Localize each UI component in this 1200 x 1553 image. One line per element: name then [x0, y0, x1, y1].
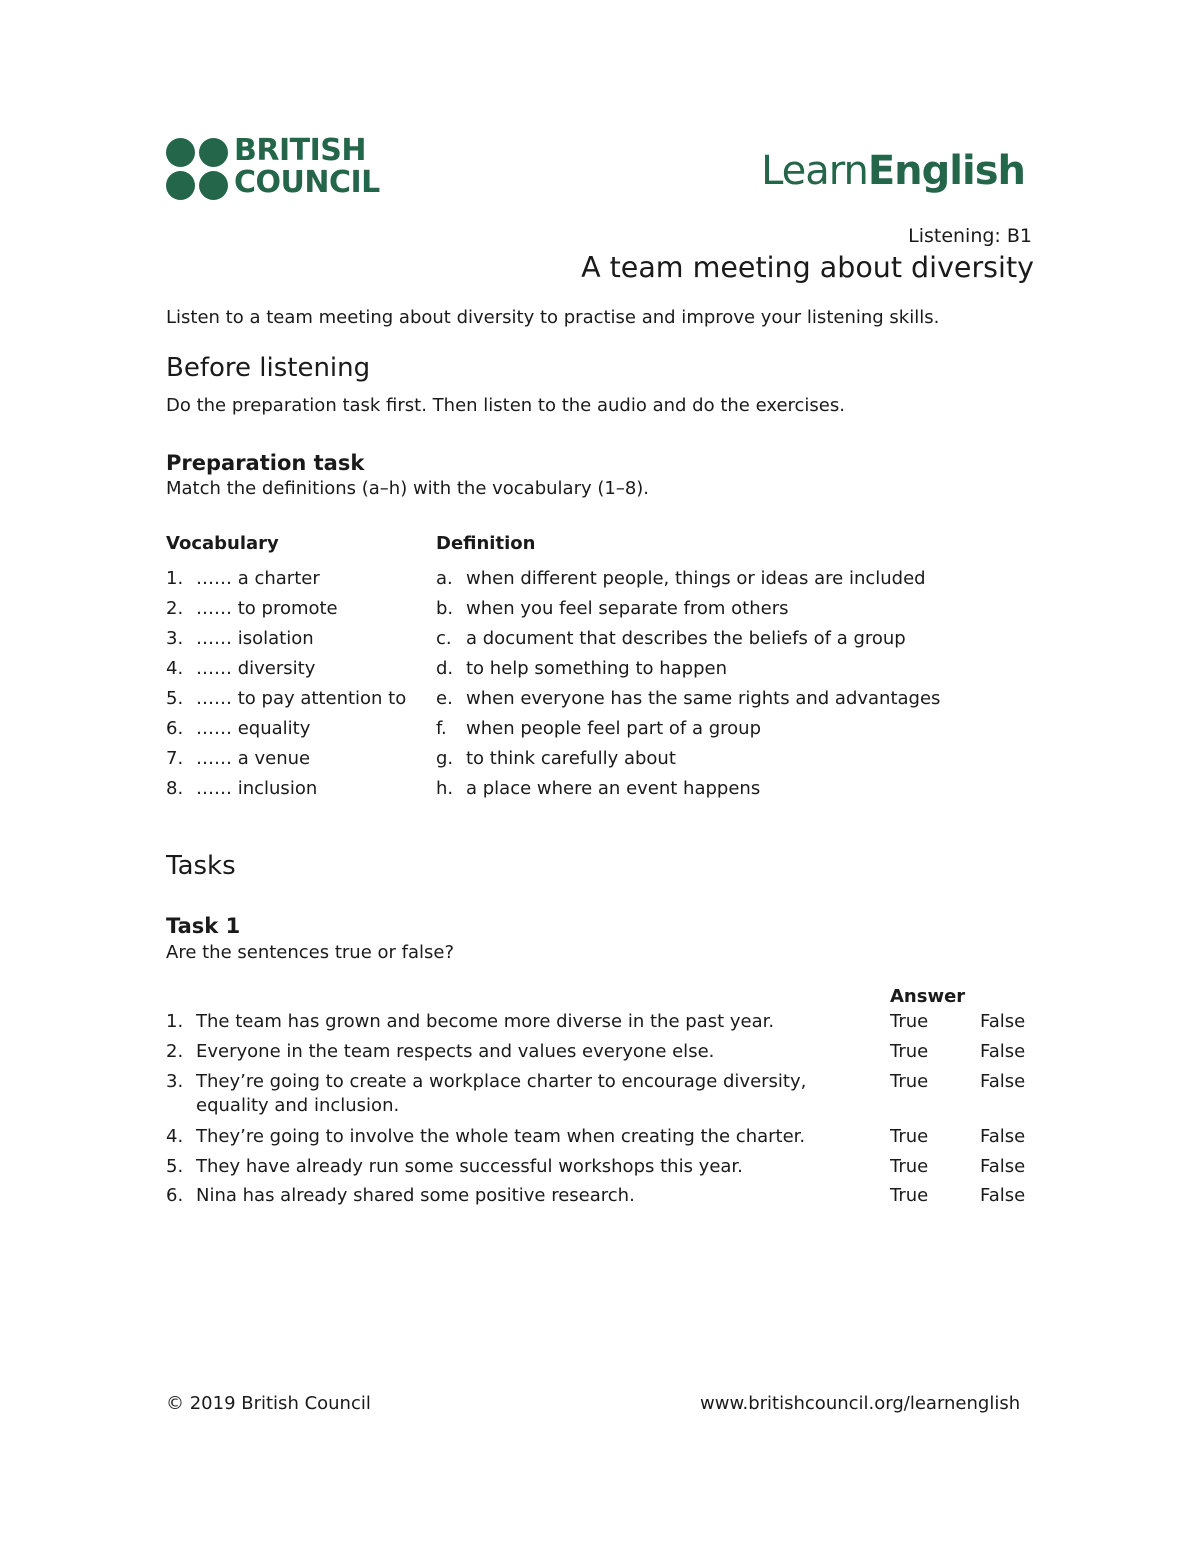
- answer-column-header: Answer: [890, 986, 966, 1007]
- website-link[interactable]: www.britishcouncil.org/learnenglish: [700, 1393, 1021, 1414]
- true-option[interactable]: True: [890, 1071, 929, 1092]
- true-option[interactable]: True: [890, 1041, 929, 1062]
- vocabulary-item: 3. …… isolation: [166, 628, 314, 649]
- statement-text: Nina has already shared some positive research.: [196, 1185, 635, 1206]
- definition-item: e. when everyone has the same rights and advantages: [436, 688, 941, 709]
- vocabulary-list: [166, 567, 426, 807]
- true-option[interactable]: True: [890, 1185, 929, 1206]
- definition-item: g. to think carefully about: [436, 748, 676, 769]
- intro-text: Listen to a team meeting about diversity to practise and improve your listening skills.: [166, 307, 940, 328]
- vocabulary-item: 6. …… equality: [166, 718, 311, 739]
- page-title: A team meeting about diversity: [581, 251, 1034, 284]
- true-option[interactable]: True: [890, 1011, 929, 1032]
- preparation-task-heading: Preparation task: [166, 451, 365, 475]
- task1-instruction: Are the sentences true or false?: [166, 942, 455, 963]
- task1-heading: Task 1: [166, 914, 241, 938]
- definition-item: d. to help something to happen: [436, 658, 728, 679]
- copyright-text: © 2019 British Council: [166, 1393, 371, 1414]
- statement-text: They have already run some successful workshops this year.: [196, 1156, 743, 1177]
- statement-text: They’re going to involve the whole team when creating the charter.: [196, 1126, 806, 1147]
- preparation-task-instruction: Match the definitions (a–h) with the vocabulary (1–8).: [166, 478, 650, 499]
- statement-text: They’re going to create a workplace charter to encourage diversity, equality and inclusion.: [196, 1071, 807, 1116]
- definition-column-header: Definition: [436, 533, 536, 554]
- level-label: Listening: B1: [908, 225, 1032, 247]
- definition-item: c. a document that describes the beliefs of a group: [436, 628, 906, 649]
- false-option[interactable]: False: [980, 1011, 1026, 1032]
- british-council-logo: [166, 133, 381, 200]
- statement-text: Everyone in the team respects and values everyone else.: [196, 1041, 715, 1062]
- vocabulary-column-header: Vocabulary: [166, 533, 279, 554]
- false-option[interactable]: False: [980, 1041, 1026, 1062]
- false-option[interactable]: False: [980, 1185, 1026, 1206]
- definition-item: h. a place where an event happens: [436, 778, 761, 799]
- vocabulary-item: 4. …… diversity: [166, 658, 316, 679]
- before-listening-heading: Before listening: [166, 353, 371, 383]
- definition-item: f. when people feel part of a group: [436, 718, 762, 739]
- true-option[interactable]: True: [890, 1156, 929, 1177]
- definition-item: a. when different people, things or ideas are included: [436, 568, 926, 589]
- before-listening-text: Do the preparation task first. Then listen to the audio and do the exercises.: [166, 395, 845, 416]
- statement-text: The team has grown and become more diverse in the past year.: [196, 1011, 775, 1032]
- vocabulary-item: 8. …… inclusion: [166, 778, 318, 799]
- vocabulary-item: 5. …… to pay attention to: [166, 688, 407, 709]
- vocabulary-item: 2. …… to promote: [166, 598, 338, 619]
- false-option[interactable]: False: [980, 1156, 1026, 1177]
- learnenglish-logo: LearnEnglish: [761, 148, 1025, 194]
- british-council-wordmark: BRITISH COUNCIL: [234, 133, 380, 200]
- definition-list: [436, 567, 996, 807]
- vocabulary-item: 1. …… a charter: [166, 568, 320, 589]
- false-option[interactable]: False: [980, 1126, 1026, 1147]
- tasks-heading: Tasks: [166, 851, 236, 881]
- false-option[interactable]: False: [980, 1071, 1026, 1092]
- true-option[interactable]: True: [890, 1126, 929, 1147]
- british-council-dots-icon: [166, 138, 228, 200]
- vocabulary-item: 7. …… a venue: [166, 748, 311, 769]
- definition-item: b. when you feel separate from others: [436, 598, 789, 619]
